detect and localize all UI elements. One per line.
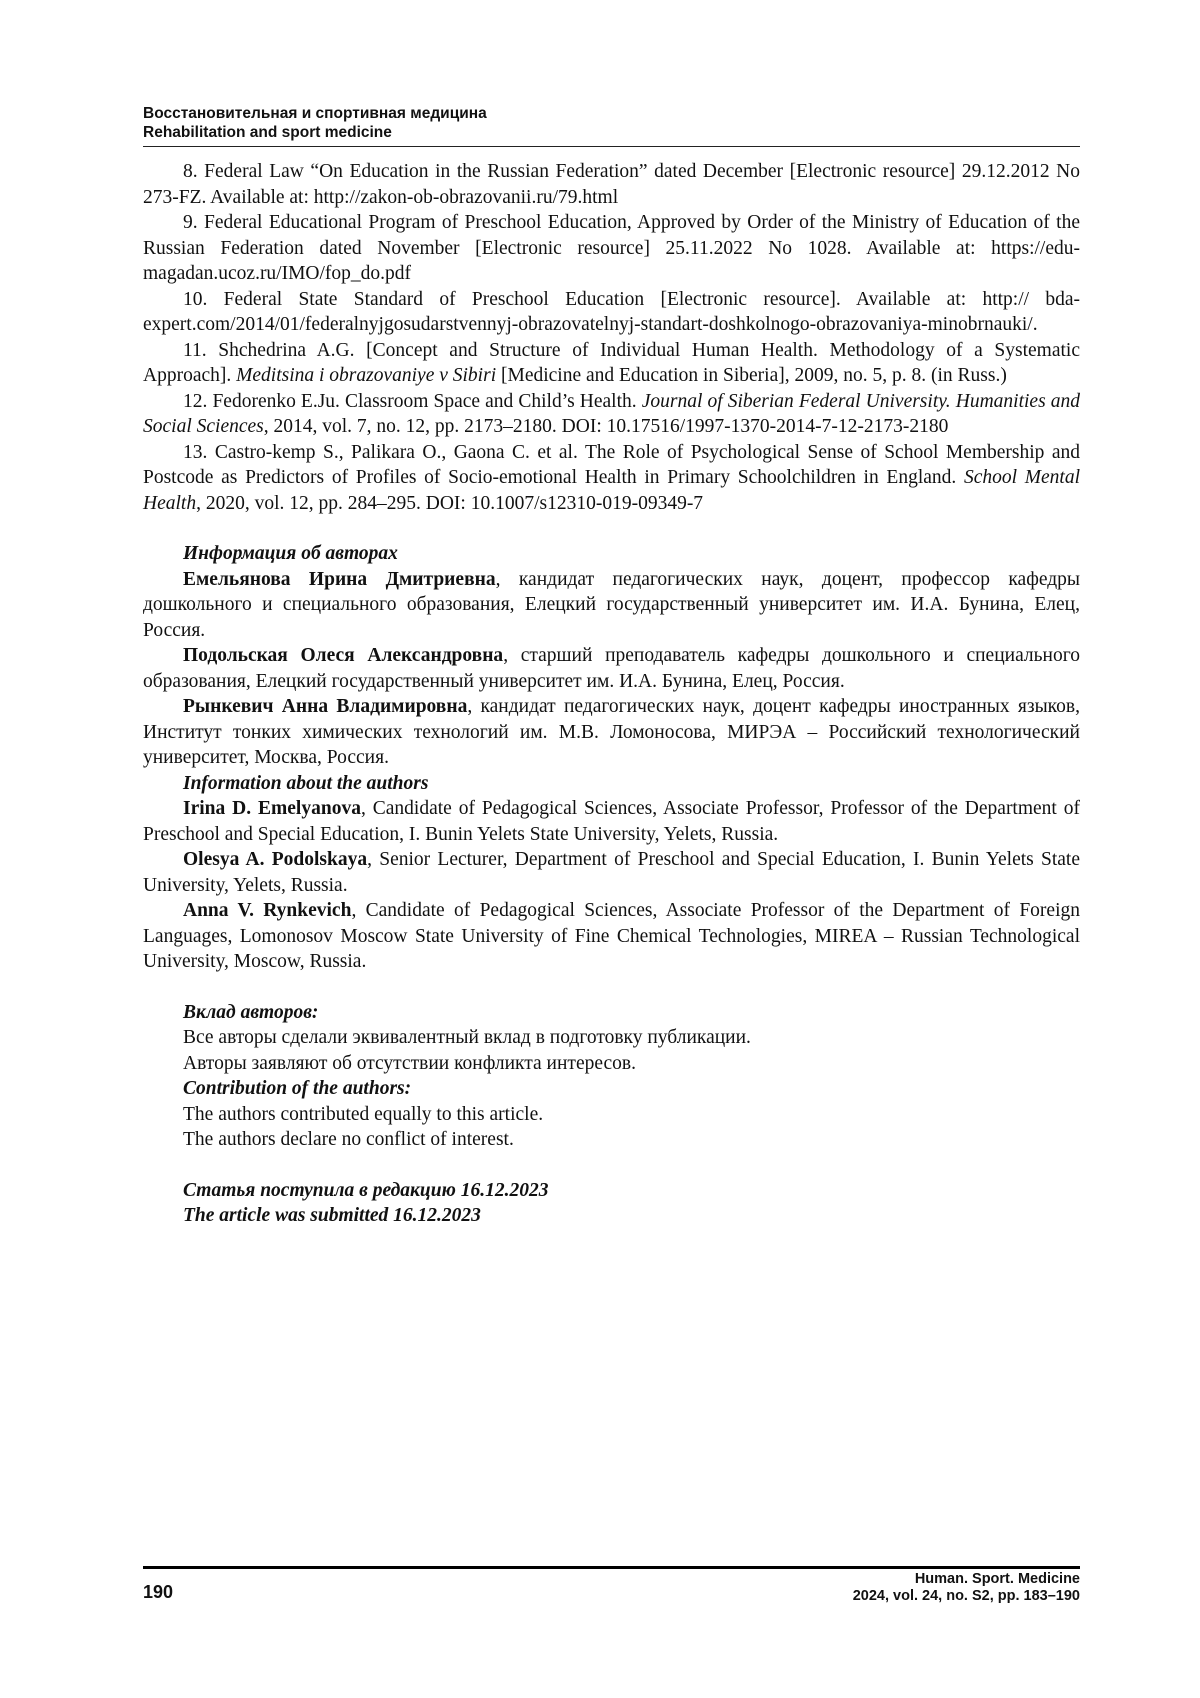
author-1-ru-name: Емельянова Ирина Дмитриевна bbox=[183, 569, 496, 590]
author-1-ru-details: , кандидат педагогических наук, доцент, профессор кафедры дошкольного и специального образования, Елецкий государственный университет им. И.А. Бунина, Елец, Россия. bbox=[143, 569, 1080, 641]
spacer bbox=[143, 975, 1080, 1000]
reference-11 bbox=[143, 338, 1080, 389]
author-2-en bbox=[143, 847, 1080, 898]
spacer bbox=[143, 1153, 1080, 1178]
author-2-en-name: Olesya A. Podolskaya bbox=[183, 849, 367, 870]
reference-13-text-a: 13. Castro-kemp S., Palikara O., Gaona C. et al. The Role of Psychological Sense of School Membership and Postcode as Predictors of Profiles of Socio-emotional Health in Primary Schoolchildren in England. bbox=[143, 442, 1080, 489]
footer-divider bbox=[143, 1566, 1080, 1569]
author-1-en bbox=[143, 796, 1080, 847]
author-3-en bbox=[143, 898, 1080, 975]
reference-12 bbox=[143, 389, 1080, 440]
authors-info-heading-ru: Информация об авторах bbox=[143, 541, 1080, 567]
author-3-ru bbox=[143, 694, 1080, 771]
contribution-heading-ru: Вклад авторов: bbox=[143, 1000, 1080, 1026]
contribution-line-1-ru: Все авторы сделали эквивалентный вклад в подготовку публикации. bbox=[143, 1025, 1080, 1051]
spacer bbox=[143, 516, 1080, 541]
contribution-line-1-en: The authors contributed equally to this article. bbox=[143, 1102, 1080, 1128]
author-1-en-details: , Candidate of Pedagogical Sciences, Associate Professor, Professor of the Department of Preschool and Special Education, I. Bunin Yelets State University, Yelets, Russia. bbox=[143, 798, 1080, 845]
footer-issue: 2024, vol. 24, no. S2, pp. 183–190 bbox=[853, 1588, 1080, 1605]
page-number: 190 bbox=[143, 1582, 173, 1603]
header-divider bbox=[143, 146, 1080, 147]
reference-12-text-b: , 2014, vol. 7, no. 12, pp. 2173–2180. DOI: 10.17516/1997-1370-2014-7-12-2173-2180 bbox=[264, 416, 949, 437]
reference-13 bbox=[143, 440, 1080, 517]
page bbox=[143, 0, 1080, 1698]
reference-11-text-b: [Medicine and Education in Siberia], 2009, no. 5, p. 8. (in Russ.) bbox=[496, 365, 1007, 386]
reference-11-text-a: 11. Shchedrina A.G. [Concept and Structure of Individual Human Health. Methodology of a Systematic Approach]. bbox=[143, 340, 1080, 387]
reference-12-journal: Journal of Siberian Federal University. Humanities and Social Sciences bbox=[143, 391, 1080, 438]
author-1-en-name: Irina D. Emelyanova bbox=[183, 798, 361, 819]
contribution-line-2-ru: Авторы заявляют об отсутствии конфликта интересов. bbox=[143, 1051, 1080, 1077]
author-2-ru bbox=[143, 643, 1080, 694]
reference-11-journal: Meditsina i obrazovaniye v Sibiri bbox=[236, 365, 496, 386]
submitted-date-en: The article was submitted 16.12.2023 bbox=[143, 1203, 1080, 1229]
author-2-ru-name: Подольская Олеся Александровна bbox=[183, 645, 503, 666]
article-body bbox=[143, 159, 1080, 1229]
running-header bbox=[143, 104, 1080, 142]
author-3-en-details: , Candidate of Pedagogical Sciences, Associate Professor of the Department of Foreign Languages, Lomonosov Moscow State University of Fine Chemical Technologies, MIREA – Russian Technological University, Moscow, Russia. bbox=[143, 900, 1080, 972]
author-2-ru-details: , старший преподаватель кафедры дошкольного и специального образования, Елецкий государственный университет им. И.А. Бунина, Елец, Россия. bbox=[143, 645, 1080, 692]
author-2-en-details: , Senior Lecturer, Department of Preschool and Special Education, I. Bunin Yelets State University, Yelets, Russia. bbox=[143, 849, 1080, 896]
reference-9: 9. Federal Educational Program of Preschool Education, Approved by Order of the Ministry of Education of the Russian Federation dated November [Electronic resource] 25.11.2022 No 1028. Available at: https://edu-magadan.ucoz.ru/IMO/fop_do.pdf bbox=[143, 210, 1080, 287]
reference-13-text-b: , 2020, vol. 12, pp. 284–295. DOI: 10.1007/s12310-019-09349-7 bbox=[196, 493, 703, 514]
reference-13-journal: School Mental Health bbox=[143, 467, 1080, 514]
author-3-ru-details: , кандидат педагогических наук, доцент кафедры иностранных языков, Институт тонких химических технологий им. М.В. Ломоносова, МИРЭА – Российский технологический университет, Москва, Россия. bbox=[143, 696, 1080, 768]
reference-8: 8. Federal Law “On Education in the Russian Federation” dated December [Electronic resource] 29.12.2012 No 273-FZ. Available at: http://zakon-ob-obrazovanii.ru/79.html bbox=[143, 159, 1080, 210]
author-3-en-name: Anna V. Rynkevich bbox=[183, 900, 351, 921]
footer-journal-name: Human. Sport. Medicine bbox=[853, 1571, 1080, 1588]
journal-title-ru: Восстановительная и спортивная медицина bbox=[143, 104, 1080, 123]
reference-10: 10. Federal State Standard of Preschool Education [Electronic resource]. Available at: http:// bda-expert.com/2014/01/federalnyjgosudarstvennyj-obrazovatelnyj-standart-doshkolnogo-obrazovaniya-minobrnauki/. bbox=[143, 287, 1080, 338]
contribution-line-2-en: The authors declare no conflict of interest. bbox=[143, 1127, 1080, 1153]
journal-title-en: Rehabilitation and sport medicine bbox=[143, 123, 1080, 142]
author-1-ru bbox=[143, 567, 1080, 644]
authors-info-heading-en: Information about the authors bbox=[143, 771, 1080, 797]
contribution-heading-en: Contribution of the authors: bbox=[143, 1076, 1080, 1102]
submitted-date-ru: Статья поступила в редакцию 16.12.2023 bbox=[143, 1178, 1080, 1204]
author-3-ru-name: Рынкевич Анна Владимировна bbox=[183, 696, 467, 717]
reference-12-text-a: 12. Fedorenko E.Ju. Classroom Space and Child’s Health. bbox=[183, 391, 642, 412]
footer-journal-info bbox=[853, 1571, 1080, 1605]
